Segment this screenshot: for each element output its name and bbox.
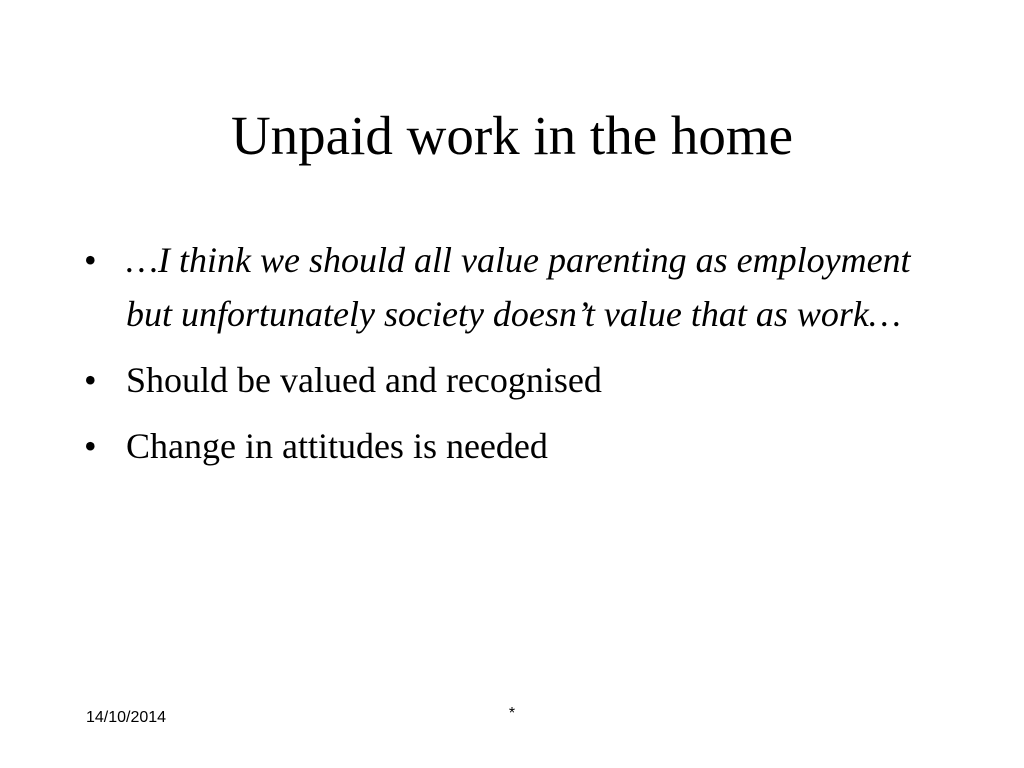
slide-title: Unpaid work in the home [230,105,794,166]
bullet-item-attitudes [84,419,944,473]
footer-date: 14/10/2014 [86,709,167,726]
bullet-list [84,233,944,485]
bullet-icon: • [84,426,97,466]
bullet-text: Change in attitudes is needed [126,426,548,466]
bullet-icon: • [84,360,97,400]
bullet-text: …I think we should all value parenting as employment but unfortunately society doesn’t value that as work… [126,240,911,334]
bullet-item-quote [84,233,944,341]
bullet-text: Should be valued and recognised [126,360,602,400]
bullet-icon: • [84,240,97,280]
footer-slide-number: * [508,705,516,722]
bullet-item-valued [84,353,944,407]
